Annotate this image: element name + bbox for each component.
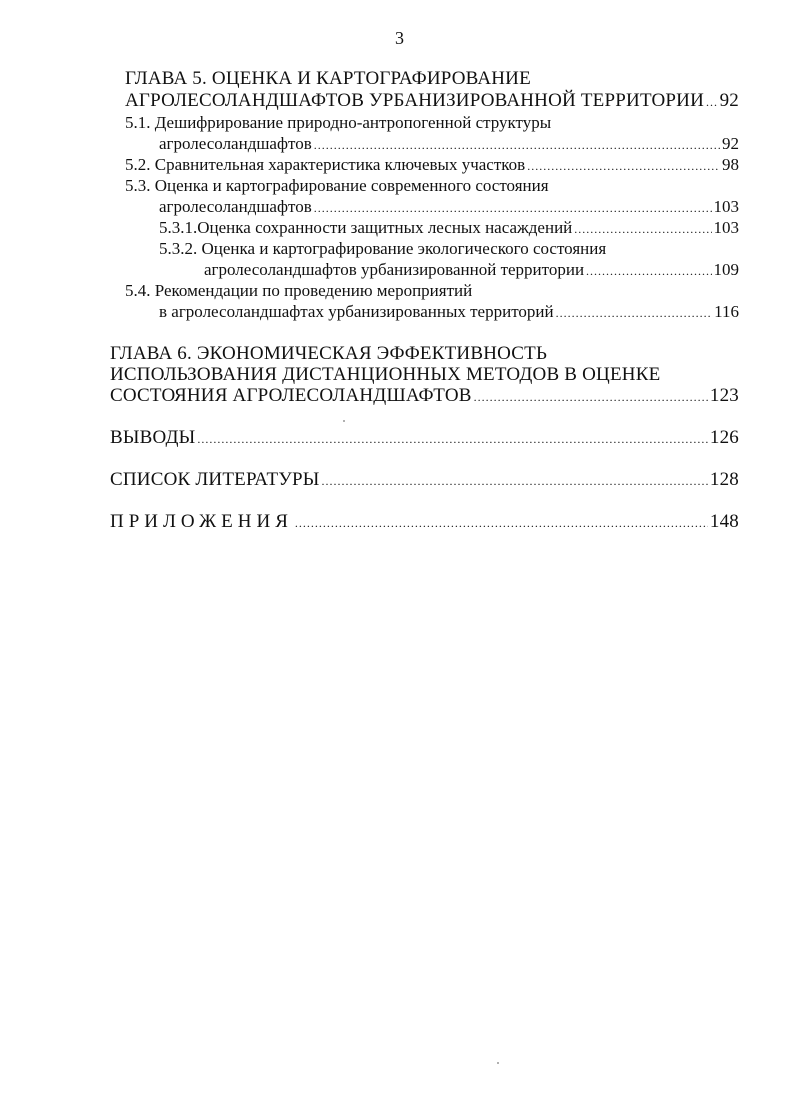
chapter5-title-line2: АГРОЛЕСОЛАНДШАФТОВ УРБАНИЗИРОВАННОЙ ТЕРРИТОРИИ — [125, 90, 705, 111]
page-ref: 103 — [713, 218, 739, 237]
chapter6-title-line2: ИСПОЛЬЗОВАНИЯ ДИСТАНЦИОННЫХ МЕТОДОВ В ОЦЕНКЕ — [110, 364, 661, 385]
conclusions-label: ВЫВОДЫ — [110, 427, 196, 448]
leader-dots — [197, 427, 707, 450]
toc-entry-conclusions[interactable] — [110, 427, 739, 450]
toc-entry-chapter5[interactable] — [125, 90, 739, 113]
page-number: 3 — [395, 28, 404, 48]
scan-speck — [343, 420, 345, 422]
section-5-1-line2: агролесоландшафтов — [159, 134, 312, 153]
leader-dots — [314, 196, 712, 219]
leader-dots — [322, 469, 708, 492]
leader-dots — [586, 259, 711, 282]
toc-entry-5-2[interactable] — [125, 154, 739, 177]
toc-entry-5-1[interactable] — [159, 133, 739, 156]
page-ref: 116 — [714, 302, 739, 321]
leader-dots — [314, 133, 720, 156]
toc-entry-5-3-1[interactable] — [159, 217, 739, 240]
leader-dots — [706, 90, 718, 113]
leader-dots — [574, 217, 711, 240]
references-label: СПИСОК ЛИТЕРАТУРЫ — [110, 469, 320, 490]
toc-entry-5-4[interactable] — [159, 301, 739, 324]
section-5-4-line2: в агролесоландшафтах урбанизированных территорий — [159, 302, 554, 321]
toc-entry-references[interactable] — [110, 469, 739, 492]
page-ref: 92 — [719, 90, 739, 111]
page-ref: 103 — [713, 197, 739, 216]
section-5-3-line1: 5.3. Оценка и картографирование современного состояния — [125, 176, 549, 195]
toc-entry-5-3[interactable] — [159, 196, 739, 219]
chapter6-title-line3: СОСТОЯНИЯ АГРОЛЕСОЛАНДШАФТОВ — [110, 385, 472, 406]
section-5-4-line1: 5.4. Рекомендации по проведению мероприятий — [125, 281, 473, 300]
chapter5-title-line1: ГЛАВА 5. ОЦЕНКА И КАРТОГРАФИРОВАНИЕ — [125, 68, 531, 89]
toc-entry-5-3-2[interactable] — [204, 259, 739, 282]
page-ref: 126 — [709, 427, 739, 448]
leader-dots — [527, 154, 720, 177]
chapter6-title-line1: ГЛАВА 6. ЭКОНОМИЧЕСКАЯ ЭФФЕКТИВНОСТЬ — [110, 343, 548, 364]
section-5-3-1-title: 5.3.1.Оценка сохранности защитных лесных насаждений — [159, 218, 573, 237]
section-5-3-2-line2: агролесоландшафтов урбанизированной территории — [204, 260, 585, 279]
page-ref: 109 — [713, 260, 739, 279]
scan-speck — [497, 1062, 499, 1064]
leader-dots — [474, 385, 708, 408]
section-5-2-title: 5.2. Сравнительная характеристика ключевых участков — [125, 155, 526, 174]
toc-entry-appendices[interactable] — [110, 511, 739, 534]
section-5-3-2-line1: 5.3.2. Оценка и картографирование экологического состояния — [159, 239, 607, 258]
page-ref: 98 — [722, 155, 739, 174]
leader-dots — [295, 511, 708, 534]
leader-dots — [556, 301, 713, 324]
appendices-label: ПРИЛОЖЕНИЯ — [110, 511, 293, 532]
page-ref: 92 — [722, 134, 739, 153]
section-5-3-line2: агролесоландшафтов — [159, 197, 312, 216]
page-ref: 128 — [709, 469, 739, 490]
section-5-1-line1: 5.1. Дешифрирование природно-антропогенной структуры — [125, 113, 552, 132]
page-ref: 123 — [709, 385, 739, 406]
page-ref: 148 — [709, 511, 739, 532]
toc-entry-chapter6[interactable] — [110, 385, 739, 408]
